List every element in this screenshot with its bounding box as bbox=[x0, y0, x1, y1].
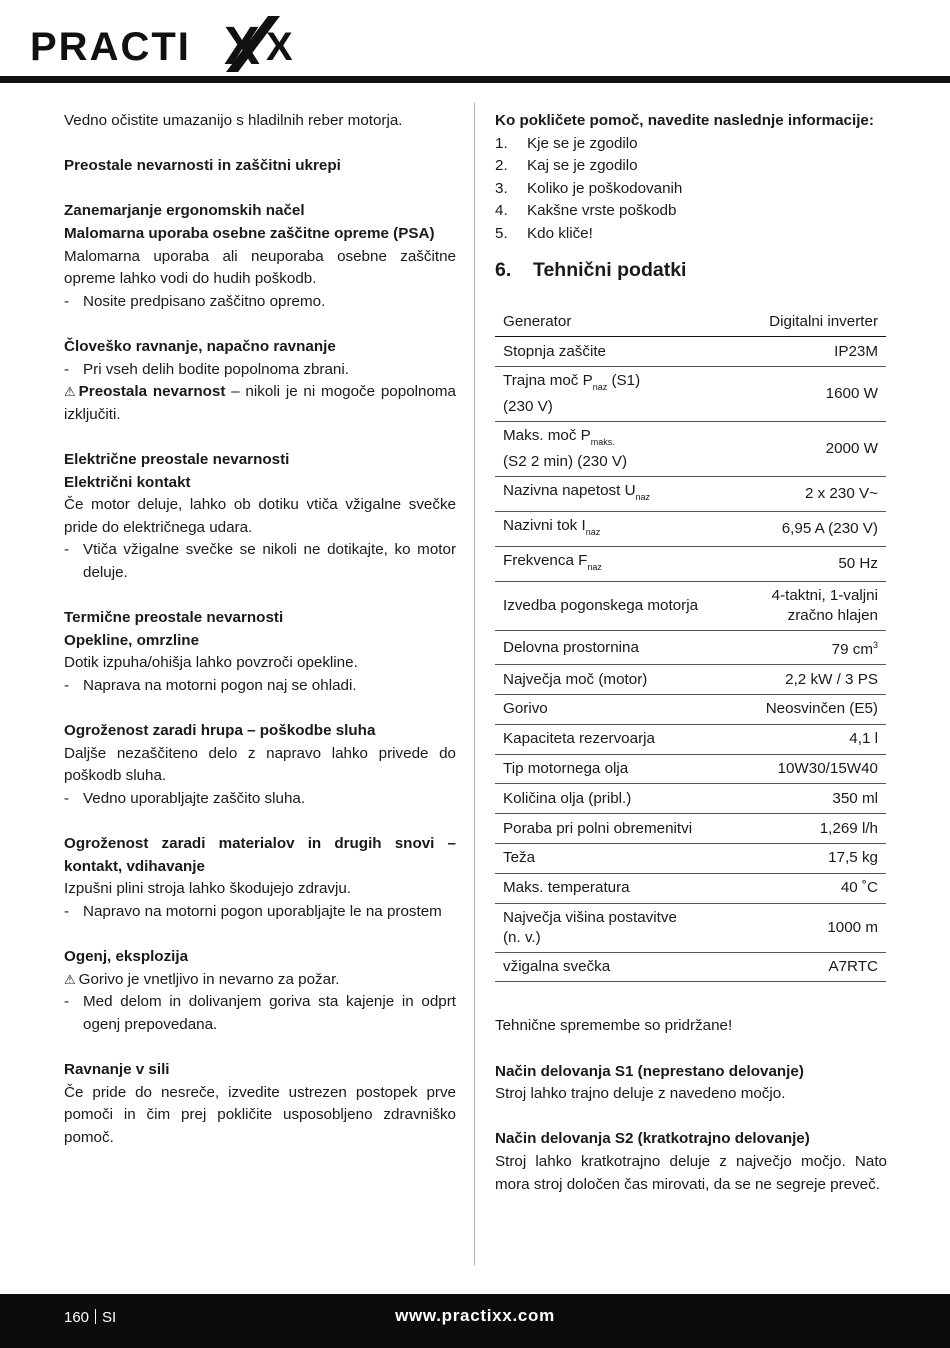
list-item: 4. Kakšne vrste poškodb bbox=[495, 202, 677, 220]
spec-label: Delovna prostornina bbox=[495, 631, 738, 665]
spec-label: Nazivna napetost $U_{naz}$ bbox=[495, 477, 738, 512]
spec-label: Nazivni tok $I_{naz}$ bbox=[495, 512, 738, 547]
table-row bbox=[495, 814, 886, 844]
table-row bbox=[495, 724, 886, 754]
list-item: 1. Kje se je zgodilo bbox=[495, 134, 638, 152]
page-header bbox=[0, 0, 950, 84]
spec-value: 1000 m bbox=[738, 903, 886, 952]
emergency-title: Ravnanje v sili bbox=[64, 1060, 170, 1078]
therm-item: - Naprava na motorni pogon naj se ohladi. bbox=[64, 675, 456, 698]
warning-icon: ⚠ bbox=[64, 971, 76, 987]
intro-text: Vedno očistite umazanijo s hladilnih reber motorja. bbox=[64, 112, 403, 129]
therm-subtitle: Opekline, omrzline bbox=[64, 631, 200, 649]
spec-label: Izvedba pogonskega motorja bbox=[495, 582, 738, 631]
noise-item: - Vedno uporabljajte zaščito sluha. bbox=[64, 788, 456, 811]
list-item: 2. Kaj se je zgodilo bbox=[495, 157, 638, 175]
psa-title: Malomarna uporaba osebne zaščitne opreme (PSA) bbox=[64, 224, 435, 242]
table-row bbox=[495, 422, 886, 477]
spec-value: 17,5 kg bbox=[738, 844, 886, 874]
right-column bbox=[495, 110, 887, 1196]
spec-value: 40 ˚C bbox=[738, 873, 886, 903]
table-row bbox=[495, 665, 886, 695]
spec-label: Tip motornega olja bbox=[495, 754, 738, 784]
spec-label: Frekvenca $F_{naz}$ bbox=[495, 547, 738, 582]
human-warning-bold: Preostala nevarnost bbox=[78, 383, 226, 401]
table-row bbox=[495, 477, 886, 512]
spec-label: Generator bbox=[495, 307, 738, 337]
table-row bbox=[495, 367, 886, 422]
therm-title: Termične preostale nevarnosti bbox=[64, 609, 284, 627]
spec-value: IP23M bbox=[738, 337, 886, 367]
table-row bbox=[495, 547, 886, 582]
spec-label: Največja moč (motor) bbox=[495, 665, 738, 695]
material-item: - Napravo na motorni pogon uporabljajte le na prostem bbox=[64, 901, 456, 924]
spec-label: Stopnja zaščite bbox=[495, 337, 738, 367]
table-row bbox=[495, 307, 886, 337]
help-title: Ko pokličete pomoč, navedite naslednje informacije: bbox=[495, 112, 874, 129]
spec-value: 6,95 A (230 V) bbox=[738, 512, 886, 547]
column-divider bbox=[474, 103, 475, 1265]
page-number: 160 SI bbox=[64, 1309, 117, 1326]
spec-label: Maks. temperatura bbox=[495, 873, 738, 903]
fire-title: Ogenj, eksplozija bbox=[64, 947, 189, 965]
spec-value: 350 ml bbox=[738, 784, 886, 814]
spec-value: 2 x 230 V~ bbox=[738, 477, 886, 512]
table-row bbox=[495, 844, 886, 874]
spec-value: 2,2 kW / 3 PS bbox=[738, 665, 886, 695]
fire-item: - Med delom in dolivanjem goriva sta kajenje in odprt ogenj prepovedana. bbox=[64, 991, 456, 1036]
table-row bbox=[495, 784, 886, 814]
human-warning bbox=[64, 381, 456, 426]
list-item: 5. Kdo kliče! bbox=[495, 224, 593, 242]
table-row bbox=[495, 337, 886, 367]
svg-text:X: X bbox=[224, 16, 261, 76]
table-row bbox=[495, 512, 886, 547]
changes-note: Tehnične spremembe so pridržane! bbox=[495, 1017, 733, 1035]
spec-value: Digitalni inverter bbox=[738, 307, 886, 337]
ergo-title: Zanemarjanje ergonomskih načel bbox=[64, 202, 305, 220]
spec-value: 1600 W bbox=[738, 367, 886, 422]
list-item: 3. Koliko je poškodovanih bbox=[495, 179, 683, 197]
spec-value: 79 $cm^3$ bbox=[738, 631, 886, 665]
human-warning-text: – nikoli je ni mogoče popolnoma izključiti. bbox=[64, 383, 457, 423]
spec-value: Neosvinčen (E5) bbox=[738, 695, 886, 725]
material-title: Ogroženost zaradi materialov in drugih snovi – kontakt, vdihavanje bbox=[64, 835, 456, 875]
elec-title: Električne preostale nevarnosti bbox=[64, 450, 290, 468]
fire-warning-text: Gorivo je vnetljivo in nevarno za požar. bbox=[78, 970, 340, 988]
spec-table bbox=[495, 307, 886, 982]
svg-text:X: X bbox=[266, 25, 293, 69]
header-rule bbox=[0, 76, 950, 83]
spec-value: A7RTC bbox=[738, 952, 886, 982]
spec-label: vžigalna svečka bbox=[495, 952, 738, 982]
warning-icon: ⚠ bbox=[64, 384, 76, 400]
human-title: Človeško ravnanje, napačno ravnanje bbox=[64, 337, 336, 355]
table-row bbox=[495, 873, 886, 903]
s2-text: Stroj lahko kratkotrajno deluje z največjo močjo. Nato mora stroj določen čas mirovati, da se ne segreje preveč. bbox=[495, 1152, 887, 1193]
section-heading bbox=[495, 259, 887, 282]
spec-label: Največja višina postavitve (n. v.) bbox=[495, 903, 738, 952]
spec-label: Količina olja (pribl.) bbox=[495, 784, 738, 814]
table-row bbox=[495, 754, 886, 784]
elec-text: Če motor deluje, lahko ob dotiku vtiča vžigalne svečke pride do električnega udara. bbox=[64, 496, 456, 536]
svg-text:PRACTI: PRACTI bbox=[30, 25, 191, 69]
spec-label: Poraba pri polni obremenitvi bbox=[495, 814, 738, 844]
spec-label: Teža bbox=[495, 844, 738, 874]
noise-text: Daljše nezaščiteno delo z napravo lahko privede do poškodb sluha. bbox=[64, 744, 456, 785]
practixx-logo bbox=[30, 12, 330, 76]
psa-text: Malomarna uporaba ali neuporaba osebne zaščitne opreme lahko vodi do hudih poškodb. bbox=[64, 247, 456, 288]
section-title: Tehnični podatki bbox=[533, 258, 687, 281]
s1-title: Način delovanja S1 (neprestano delovanje) bbox=[495, 1062, 804, 1080]
residual-title: Preostale nevarnosti in zaščitni ukrepi bbox=[64, 157, 341, 175]
spec-value: 2000 W bbox=[738, 422, 886, 477]
s2-title: Način delovanja S2 (kratkotrajno delovanje) bbox=[495, 1130, 810, 1148]
left-column bbox=[64, 110, 456, 1149]
page-footer bbox=[0, 1294, 950, 1348]
website-link[interactable]: www.practixx.com bbox=[395, 1306, 555, 1325]
table-row bbox=[495, 695, 886, 725]
noise-title: Ogroženost zaradi hrupa – poškodbe sluha bbox=[64, 722, 376, 740]
spec-label: Kapaciteta rezervoarja bbox=[495, 724, 738, 754]
emergency-text: Če pride do nesreče, izvedite ustrezen postopek prve pomoči in čim prej pokličite usposobljeno zdravniško pomoč. bbox=[64, 1083, 456, 1146]
spec-value: 4-taktni, 1-valjni zračno hlajen bbox=[738, 582, 886, 631]
spec-label: Gorivo bbox=[495, 695, 738, 725]
help-list bbox=[495, 133, 887, 246]
table-row bbox=[495, 582, 886, 631]
table-row bbox=[495, 631, 886, 665]
elec-item: - Vtiča vžigalne svečke se nikoli ne dotikajte, ko motor deluje. bbox=[64, 539, 456, 584]
s1-text: Stroj lahko trajno deluje z navedeno močjo. bbox=[495, 1085, 786, 1103]
human-item: - Pri vseh delih bodite popolnoma zbrani. bbox=[64, 359, 456, 382]
psa-item: - Nosite predpisano zaščitno opremo. bbox=[64, 291, 456, 314]
spec-value: 50 Hz bbox=[738, 547, 886, 582]
spec-value: 1,269 l/h bbox=[738, 814, 886, 844]
spec-label: Trajna moč $P_{naz}$ (S1) (230 V) bbox=[495, 367, 738, 422]
table-row bbox=[495, 952, 886, 982]
elec-subtitle: Električni kontakt bbox=[64, 473, 191, 491]
table-row bbox=[495, 903, 886, 952]
therm-text: Dotik izpuha/ohišja lahko povzroči opekline. bbox=[64, 654, 358, 672]
spec-value: 4,1 l bbox=[738, 724, 886, 754]
spec-value: 10W30/15W40 bbox=[738, 754, 886, 784]
section-number: 6. bbox=[495, 258, 512, 281]
material-text: Izpušni plini stroja lahko škodujejo zdravju. bbox=[64, 880, 352, 898]
spec-label: Maks. moč $P_{maks.}$ (S2 2 min) (230 V) bbox=[495, 422, 738, 477]
fire-warning bbox=[64, 969, 456, 992]
